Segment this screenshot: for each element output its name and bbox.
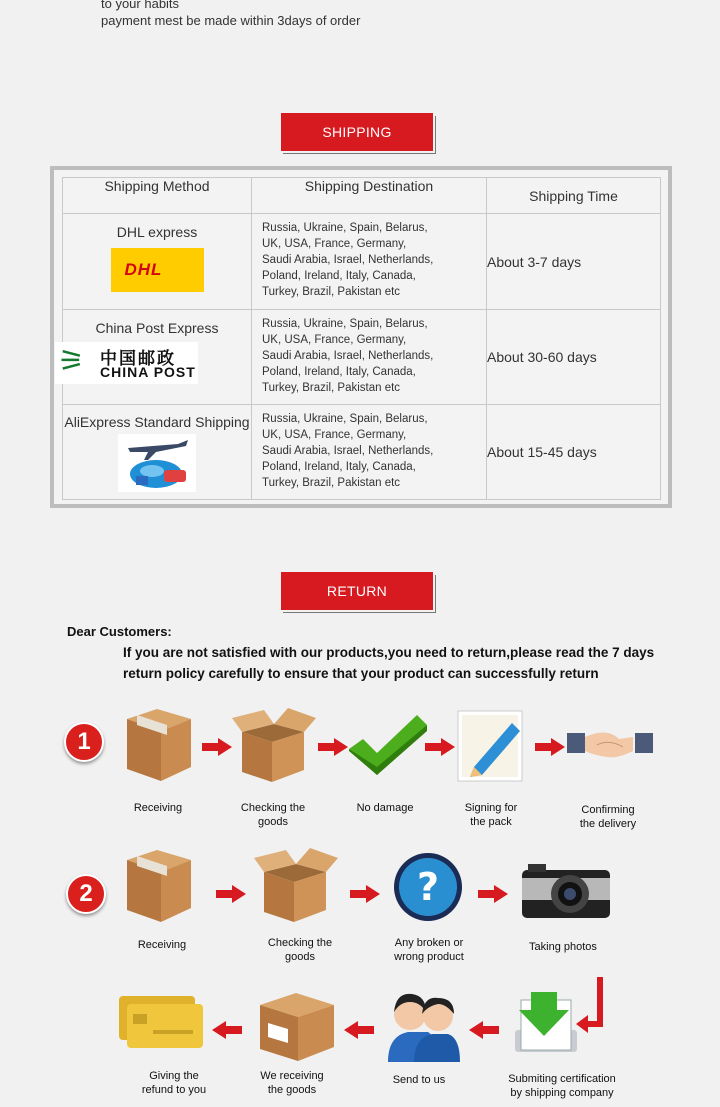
policy-line2: return policy carefully to ensure that your product can successfully return [123, 666, 599, 681]
shipping-time: About 3-7 days [487, 214, 661, 310]
dear-customers: Dear Customers: [67, 624, 172, 639]
camera-icon [518, 860, 614, 922]
shipping-table [58, 177, 661, 500]
shipping-banner: SHIPPING [281, 113, 433, 151]
method-name: DHL express [116, 224, 198, 240]
header-shipping-method: Shipping Method [63, 178, 252, 214]
arrow-down-left-icon [576, 977, 606, 1039]
header-shipping-time: Shipping Time [487, 178, 661, 214]
method-cell [63, 405, 252, 500]
support-staff-icon [384, 984, 462, 1062]
step-label: We receiving the goods [260, 1070, 324, 1096]
destination-cell [252, 310, 487, 405]
shipping-table-frame [50, 166, 672, 508]
table-row [63, 214, 661, 310]
arrow-left-icon [344, 1021, 374, 1039]
svg-text:?: ? [416, 865, 440, 909]
shipping-time: About 15-45 days [487, 405, 661, 500]
method-name: AliExpress Standard Shipping [64, 414, 250, 430]
top-note [101, 0, 360, 29]
arrow-right-icon [478, 885, 508, 903]
step-label: No damage [356, 802, 414, 814]
open-box-icon [232, 706, 316, 784]
dhl-logo: DHL [111, 248, 204, 292]
step-label: Checking the goods [240, 802, 306, 828]
shipping-time: About 30-60 days [487, 310, 661, 405]
top-note-line2: payment mest be made within 3days of order [101, 13, 361, 28]
step-label: Receiving [133, 802, 183, 814]
question-icon [393, 852, 463, 922]
destination-cell [252, 214, 487, 310]
table-header-row [63, 178, 661, 214]
step-label: Signing for the pack [464, 802, 518, 828]
destination-text: Russia, Ukraine, Spain, Belarus, UK, USA, France, Germany, Saudi Arabia, Israel, Netherlands, Poland, Ireland, Italy, Canada, Turkey, Brazil, Pakistan etc [262, 318, 434, 394]
box-taped-icon [123, 846, 195, 924]
arrow-right-icon [318, 738, 348, 756]
step-label: Submiting certification by shipping company [508, 1073, 616, 1099]
return-banner: RETURN [281, 572, 433, 610]
header-shipping-destination: Shipping Destination [252, 178, 487, 214]
step-label: Receiving [137, 939, 187, 951]
china-post-logo: ⚞ 中国邮政 CHINA POST [55, 342, 198, 384]
step-label: Checking the goods [267, 937, 333, 963]
step-number-1: 1 [64, 722, 104, 762]
arrow-right-icon [425, 738, 455, 756]
open-box-icon [254, 846, 338, 924]
box-taped-icon [123, 705, 195, 783]
airplane-globe-icon [118, 434, 196, 492]
download-icon [507, 986, 581, 1058]
destination-cell [252, 405, 487, 500]
step-label: Any broken or wrong product [394, 937, 464, 963]
box-label-icon [254, 987, 338, 1063]
step-label: Confirming the delivery [579, 804, 637, 830]
pen-paper-icon [456, 709, 528, 785]
arrow-right-icon [350, 885, 380, 903]
arrow-left-icon [212, 1021, 242, 1039]
arrow-right-icon [202, 738, 232, 756]
step-number-2: 2 [66, 874, 106, 914]
destination-text: Russia, Ukraine, Spain, Belarus, UK, USA, France, Germany, Saudi Arabia, Israel, Netherlands, Poland, Ireland, Italy, Canada, Turkey, Brazil, Pakistan etc [262, 222, 434, 298]
step-label: Giving the refund to you [141, 1070, 207, 1096]
step-label: Taking photos [529, 941, 597, 953]
method-name: China Post Express [95, 320, 219, 336]
table-row [63, 310, 661, 405]
arrow-left-icon [469, 1021, 499, 1039]
credit-card-icon [117, 994, 205, 1050]
step-label: Send to us [392, 1074, 446, 1086]
top-note-line1: to your habits [101, 0, 180, 11]
method-cell [58, 310, 252, 405]
table-row [63, 405, 661, 500]
checkmark-icon [347, 713, 429, 781]
china-post-emblem-icon: ⚞ [58, 345, 85, 378]
destination-text: Russia, Ukraine, Spain, Belarus, UK, USA, France, Germany, Saudi Arabia, Israel, Netherlands, Poland, Ireland, Italy, Canada, Turkey, Brazil, Pakistan etc [262, 413, 434, 489]
arrow-right-icon [216, 885, 246, 903]
policy-line1: If you are not satisfied with our products,you need to return,please read the 7 days [123, 645, 655, 660]
handshake-icon [567, 723, 653, 765]
method-cell [63, 214, 252, 310]
arrow-right-icon [535, 738, 565, 756]
return-policy-text [123, 642, 654, 684]
